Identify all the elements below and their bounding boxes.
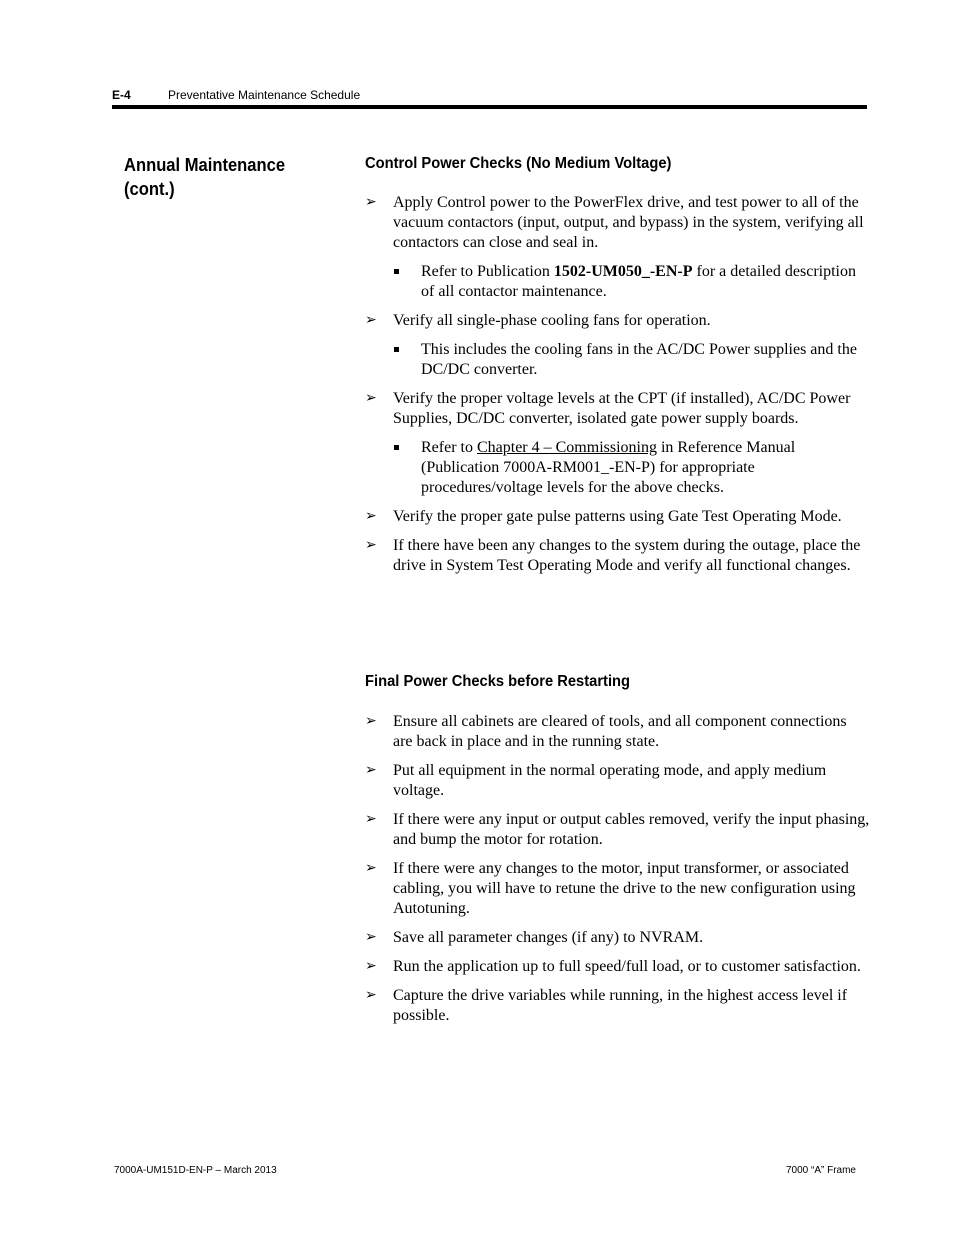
arrow-bullet-icon: ➢ (365, 930, 377, 945)
footer-left: 7000A-UM151D-EN-P – March 2013 (114, 1165, 277, 1176)
sub-text-prefix: Refer to (421, 439, 477, 456)
square-bullet-icon (394, 269, 399, 274)
item-text: Verify all single-phase cooling fans for operation. (393, 312, 711, 329)
list-item (365, 536, 870, 576)
publication-number: 1502-UM050_-EN-P (553, 263, 693, 280)
list-item (365, 712, 870, 752)
sub-item (365, 340, 870, 380)
side-title: Annual Maintenance (cont.) (124, 155, 286, 199)
list-item (365, 810, 870, 850)
item-text: Ensure all cabinets are cleared of tools, and all component connections are back in place and in the running state. (393, 713, 847, 750)
arrow-bullet-icon: ➢ (365, 538, 377, 553)
footer-right: 7000 “A” Frame (785, 1165, 856, 1176)
square-bullet-icon (394, 347, 399, 352)
item-text: Capture the drive variables while running, in the highest access level if possible. (393, 987, 848, 1024)
page-number: E-4 (112, 88, 131, 102)
checklist (365, 712, 870, 1026)
item-text: Apply Control power to the PowerFlex drive, and test power to all of the vacuum contactors (input, output, and bypass) in the system, verifying all contactors can close and seal in. (393, 194, 864, 251)
arrow-bullet-icon: ➢ (365, 861, 377, 876)
arrow-bullet-icon: ➢ (365, 391, 377, 406)
arrow-bullet-icon: ➢ (365, 959, 377, 974)
chapter-link[interactable]: Chapter 4 – Commissioning (476, 439, 657, 456)
sub-item (365, 262, 870, 302)
sub-text: This includes the cooling fans in the AC/DC Power supplies and the DC/DC converter. (421, 341, 857, 378)
item-text: Save all parameter changes (if any) to NVRAM. (393, 929, 704, 946)
square-bullet-icon (394, 445, 399, 450)
list-item (365, 389, 870, 429)
arrow-bullet-icon: ➢ (365, 313, 377, 328)
arrow-bullet-icon: ➢ (365, 509, 377, 524)
header-title: Preventative Maintenance Schedule (168, 88, 361, 102)
item-text: If there have been any changes to the system during the outage, place the drive in System Test Operating Mode and verify all functional changes. (393, 537, 861, 574)
list-item (365, 928, 870, 948)
sub-text-suffix: in Reference Manual (Publication 7000A-RM001_-EN-P) for appropriate procedures/voltage levels for the above checks. (421, 439, 796, 496)
item-text: If there were any changes to the motor, input transformer, or associated cabling, you will have to retune the drive to the new configuration using Autotuning. (393, 860, 856, 917)
arrow-bullet-icon: ➢ (365, 195, 377, 210)
list-item (365, 507, 870, 527)
item-text: Run the application up to full speed/full load, or to customer satisfaction. (393, 958, 861, 975)
section-title: Final Power Checks before Restarting (365, 673, 631, 690)
section-title: Control Power Checks (No Medium Voltage) (365, 155, 672, 172)
sub-text-prefix: Refer to Publication (421, 263, 554, 280)
item-text: Verify the proper voltage levels at the CPT (if installed), AC/DC Power Supplies, DC/DC converter, isolated gate power supply boards. (393, 390, 851, 427)
list-item (365, 986, 870, 1026)
arrow-bullet-icon: ➢ (365, 988, 377, 1003)
item-text: If there were any input or output cables removed, verify the input phasing, and bump the motor for rotation. (393, 811, 870, 848)
final-power-checks-section (365, 672, 870, 1035)
header-rule (112, 105, 867, 109)
list-item (365, 193, 870, 253)
item-text: Verify the proper gate pulse patterns using Gate Test Operating Mode. (393, 508, 842, 525)
arrow-bullet-icon: ➢ (365, 714, 377, 729)
sub-item (365, 438, 870, 498)
list-item (365, 311, 870, 331)
checklist (365, 193, 870, 576)
item-text: Put all equipment in the normal operating mode, and apply medium voltage. (393, 762, 827, 799)
arrow-bullet-icon: ➢ (365, 763, 377, 778)
list-item (365, 859, 870, 919)
arrow-bullet-icon: ➢ (365, 812, 377, 827)
sub-text-suffix: for a detailed description of all contactor maintenance. (421, 263, 856, 300)
list-item (365, 761, 870, 801)
control-power-checks-section (365, 154, 870, 585)
page-header (112, 88, 868, 104)
list-item (365, 957, 870, 977)
